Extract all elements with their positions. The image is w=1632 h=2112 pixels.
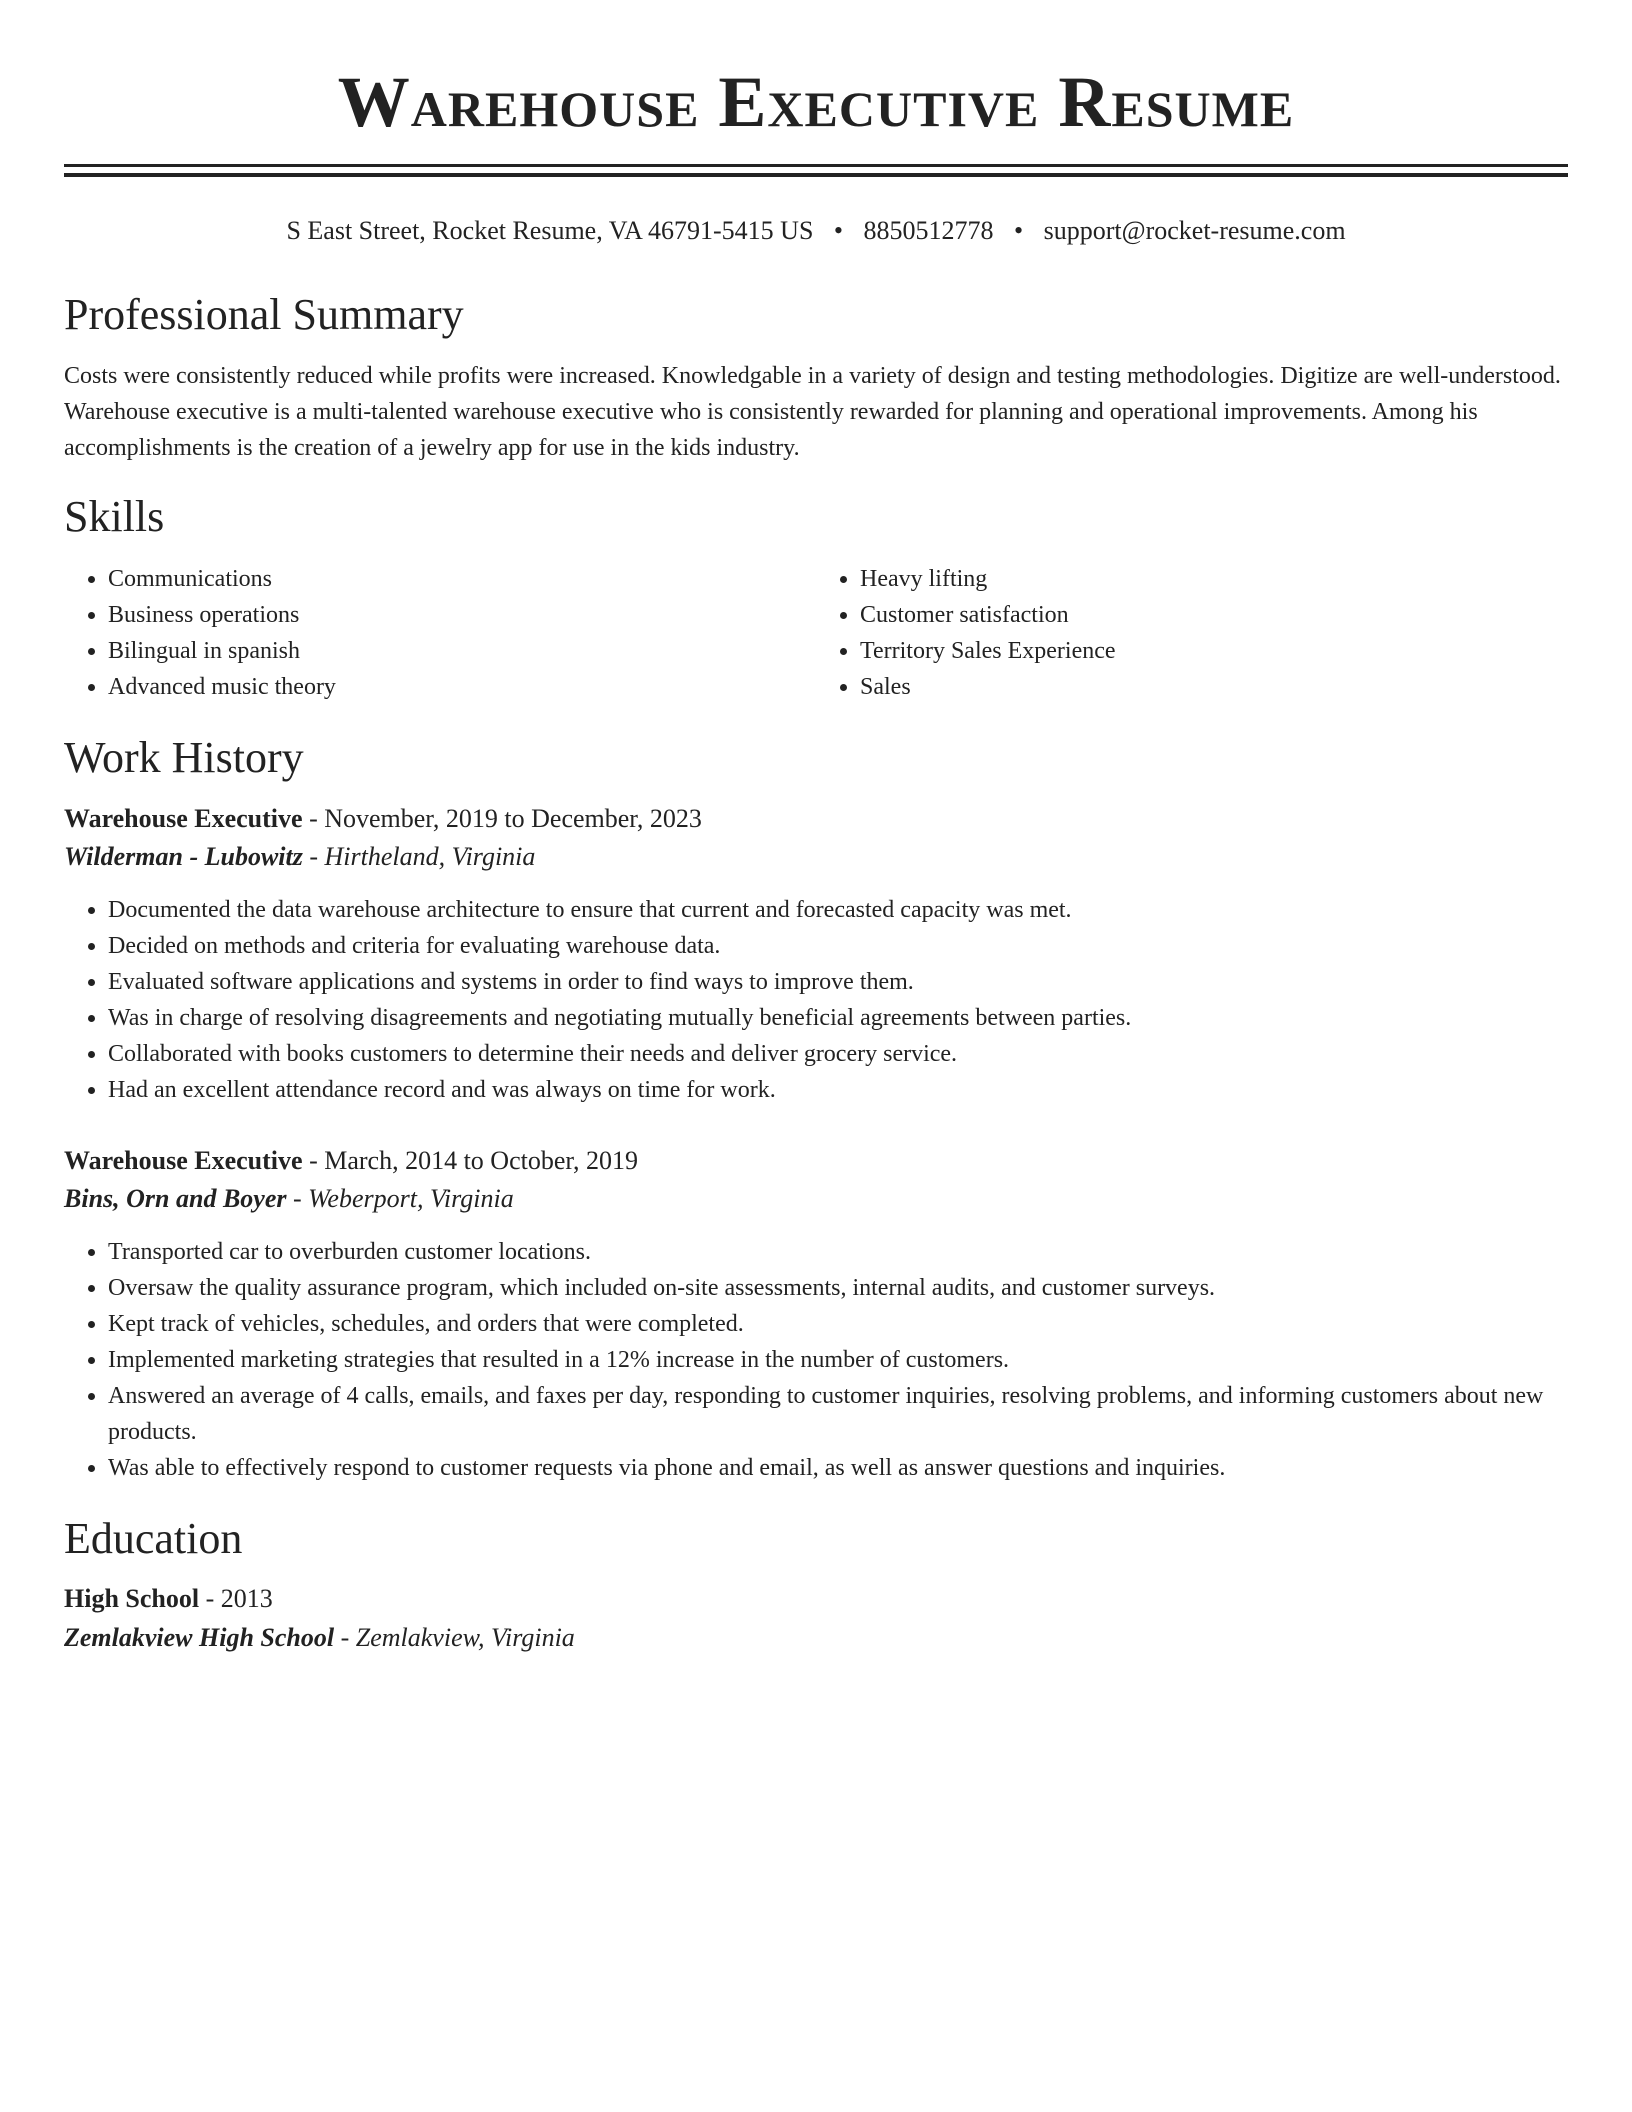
skill-item: • Territory Sales Experience [860,633,1568,669]
skill-item: • Bilingual in spanish [108,633,816,669]
resume-title: Warehouse Executive Resume [337,62,1295,142]
job-company-line [64,838,1568,876]
section-heading-skills: Skills [64,492,165,541]
job-company-line [64,1180,1568,1218]
job-bullet: • Was in charge of resolving disagreements and negotiating mutually beneficial agreements between parties. [108,1000,1568,1036]
job-dates: - March, 2014 to October, 2019 [302,1146,638,1175]
job-bullet: • Collaborated with books customers to determine their needs and deliver grocery service. [108,1036,1568,1072]
job-title: Warehouse Executive [64,1146,303,1175]
job-company: Bins, Orn and Boyer [64,1184,287,1213]
job-bullet: • Kept track of vehicles, schedules, and orders that were completed. [108,1306,1568,1342]
contact-email: support@rocket-resume.com [1043,216,1346,245]
job-bullet: • Oversaw the quality assurance program, which included on-site assessments, internal audits, and customer surveys. [108,1270,1568,1306]
job-title-line [64,800,1568,838]
skill-item: • Business operations [108,597,816,633]
contact-line [64,214,1568,248]
section-heading-education: Education [64,1514,243,1563]
contact-separator: • [833,216,844,245]
job-bullet: • Evaluated software applications and systems in order to find ways to improve them. [108,964,1568,1000]
job-bullets [64,1234,1568,1486]
contact-phone: 8850512778 [863,216,994,245]
job-bullet: • Had an excellent attendance record and was always on time for work. [108,1072,1568,1108]
job-dates: - November, 2019 to December, 2023 [302,804,702,833]
skill-item: • Customer satisfaction [860,597,1568,633]
education-degree-line [64,1580,1568,1618]
job-title-line [64,1142,1568,1180]
job-bullet: • Implemented marketing strategies that resulted in a 12% increase in the number of customers. [108,1342,1568,1378]
skill-item: • Sales [860,669,1568,705]
job-title: Warehouse Executive [64,804,303,833]
job-location: - Weberport, Virginia [286,1184,514,1213]
job-entry [64,800,1568,1108]
contact-separator: • [1014,216,1024,245]
skills-list-right [816,561,1568,705]
skills-list-left [64,561,816,705]
job-bullet: • Decided on methods and criteria for evaluating warehouse data. [108,928,1568,964]
job-bullet: • Answered an average of 4 calls, emails, and faxes per day, responding to customer inquiries, resolving problems, and informing customers about new products. [108,1378,1568,1450]
education-year: - 2013 [199,1584,273,1613]
education-school-line [64,1618,1568,1658]
section-heading-work-history: Work History [64,733,304,782]
job-bullets [64,892,1568,1108]
summary-text: Costs were consistently reduced while profits were increased. Knowledgable in a variety of design and testing methodologies. Digitize are well-understood. Warehouse executive is a multi-talented warehouse executive who is consistently rewarded for planning and operational improvements. Among his accomplishments is the creation of a jewelry app for use in the kids industry. [64,363,1561,461]
skills-grid [64,561,1568,705]
skill-item: • Heavy lifting [860,561,1568,597]
title-divider-bottom [64,173,1568,177]
job-location: - Hirtheland, Virginia [302,842,536,871]
education-degree: High School [64,1584,200,1613]
title-divider-top [64,164,1568,167]
job-bullet: • Was able to effectively respond to customer requests via phone and email, as well as answer questions and inquiries. [108,1450,1568,1486]
job-company: Wilderman - Lubowitz [64,842,303,871]
job-bullet: • Documented the data warehouse architecture to ensure that current and forecasted capacity was met. [108,892,1568,928]
skill-item: • Communications [108,561,816,597]
education-location: - Zemlakview, Virginia [334,1623,575,1652]
job-entry [64,1142,1568,1486]
section-heading-summary: Professional Summary [64,290,464,339]
job-bullet: • Transported car to overburden customer locations. [108,1234,1568,1270]
education-school: Zemlakview High School [64,1623,335,1652]
skill-item: • Advanced music theory [108,669,816,705]
contact-address: S East Street, Rocket Resume, VA 46791-5415 US [286,216,814,245]
